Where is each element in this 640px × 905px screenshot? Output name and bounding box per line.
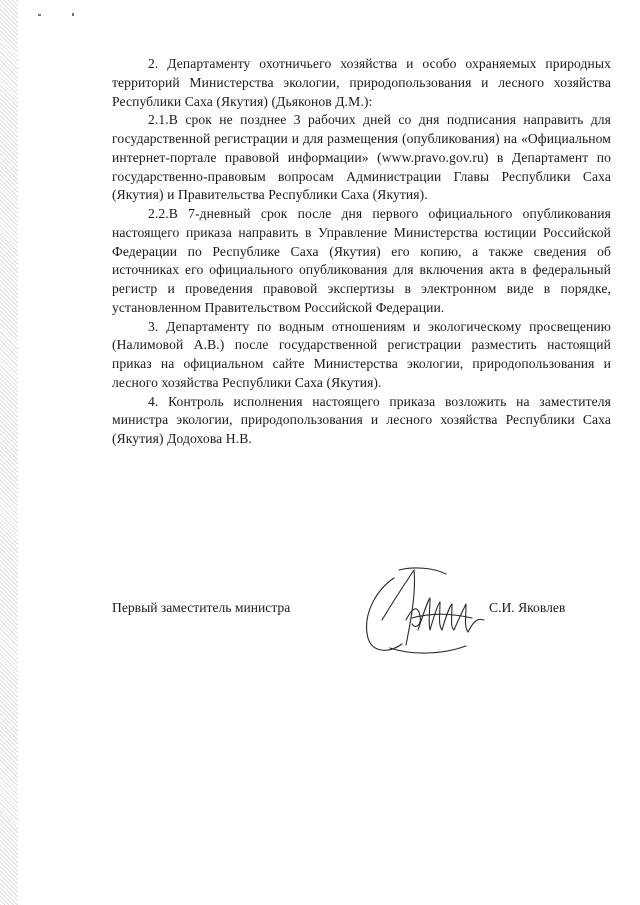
paragraph-3: 3. Департаменту по водным отношениям и экологическому просвещению (Налимовой А.В.) после государственной регистрации разместить настоящий приказ на официальном сайте Министерства экологии, природопользования и лесного хозяйства Республики Саха (Якутия). bbox=[112, 318, 611, 390]
signature-block bbox=[112, 560, 611, 670]
signer-position-title: Первый заместитель министра bbox=[112, 600, 291, 615]
signer-name: С.И. Яковлев bbox=[489, 600, 566, 615]
document-body bbox=[112, 55, 611, 449]
scan-speck bbox=[38, 14, 41, 16]
paragraph-2: 2. Департаменту охотничьего хозяйства и особо охраняемых природных территорий Министерства экологии, природопользования и лесного хозяйства Республики Саха (Якутия) (Дьяконов Д.М.): bbox=[112, 56, 611, 109]
paragraph-2-1: 2.1.В срок не позднее 3 рабочих дней со дня подписания направить для государственной регистрации и для размещения (опубликования) на «Официальном интернет-портале правовой информации» (www.pravo.gov.ru) в Департамент по государственно-правовым вопросам Администрации Главы Республики Саха (Якутия) и Правительства Республики Саха (Якутия). bbox=[112, 112, 611, 203]
paragraph-4: 4. Контроль исполнения настоящего приказа возложить на заместителя министра экологии, природопользования и лесного хозяйства Республики Саха (Якутия) Додохова Н.В. bbox=[112, 393, 611, 446]
paragraph-2-2: 2.2.В 7-дневный срок после дня первого официального опубликования настоящего приказа направить в Управление Министерства юстиции Российской Федерации по Республике Саха (Якутия) его копию, а также сведения об источниках его официального опубликования для включения акта в федеральный регистр и проведения правовой экспертизы в электронном виде в порядке, установленном Правительством Российской Федерации. bbox=[112, 206, 611, 315]
scan-speck bbox=[72, 13, 74, 16]
scan-edge-texture bbox=[0, 0, 18, 905]
handwritten-signature bbox=[354, 560, 494, 660]
